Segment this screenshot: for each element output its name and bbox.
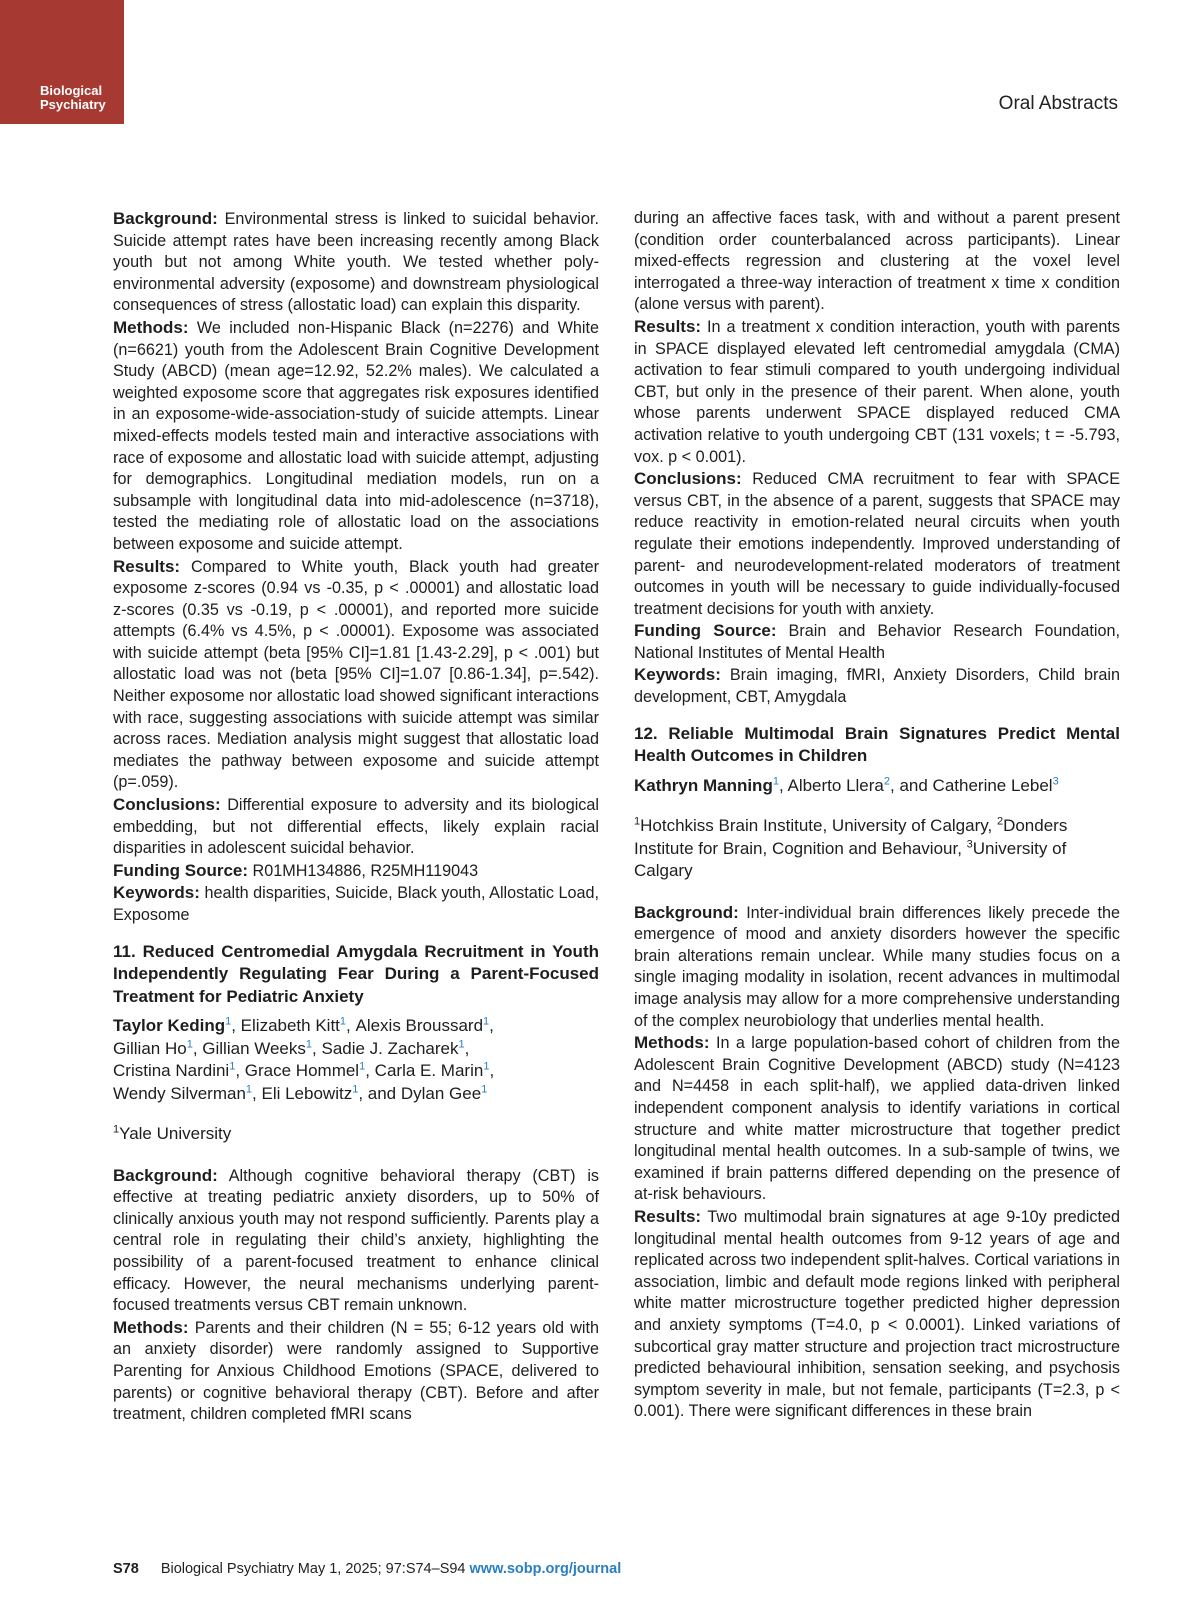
logo-line-2: Psychiatry [40,97,106,112]
abstract-12-background: Background: Inter-individual brain differences likely precede the emergence of mood and anxiety disorders however the specific brain alterations remain unclear. While many studies focus on a single imaging modality in isolation, recent advances in multimodal image analysis may allow for a more comprehensive understanding of the complex neurobiology that underlies mental health. [634,902,1120,1030]
abstract-12-title: 12. Reliable Multimodal Brain Signatures Predict Mental Health Outcomes in Children [634,723,1120,766]
left-column [113,208,599,1426]
author: Cristina Nardini$^1$, [113,1060,245,1081]
abstract-11-methods: Methods: Parents and their children (N = 55; 6-12 years old with an anxiety disorder) were randomly assigned to Supportive Parenting for Anxious Childhood Emotions (SPACE, delivered to parents) or cognitive behavioral therapy (CBT). Before and after treatment, children completed fMRI scans [113,1317,600,1424]
journal-logo-text [40,84,106,112]
section-title: Oral Abstracts [998,93,1118,114]
abstract-11-results: Results: In a treatment x condition interaction, youth with parents in SPACE displayed elevated left centromedial amygdala (CMA) activation to fear stimuli compared to youth undergoing individual CBT, but only in the presence of their parent. When alone, youth whose parents underwent SPACE displayed reduced CMA activation relative to youth undergoing CBT (131 voxels; t = -5.793, vox. p < 0.001). [634,316,1121,466]
abstract-11-conclusions: Conclusions: Reduced CMA recruitment to fear with SPACE versus CBT, in the absence of a parent, suggests that SPACE may reduce reactivity in emotion-related neural circuits when youth regulate their emotions independently. Improved understanding of parent- and neurodevelopment-related moderators of treatment outcomes in youth will be necessary to guide individually-focused treatment decisions for youth with anxiety. [634,469,1120,618]
author: Carla E. Marin$^1$, [374,1060,495,1081]
prev-methods: Methods: We included non-Hispanic Black (n=2276) and White (n=6621) youth from the Adolescent Brain Cognitive Development Study (ABCD) (mean age=12.92, 52.2% males). We calculated a weighted exposome score that aggregates risk exposures identified in an exposome-wide-association-study of suicide attempts. Linear mixed-effects models tested main and interactive associations with race of exposome and allostatic load with suicide attempt, adjusting for demographics. Longitudinal mediation models, run on a subsample with longitudinal data into mid-adolescence (n=3718), tested the mediating role of allostatic load on the associations between exposome and suicide attempt. [113,317,600,553]
prev-conclusions: Conclusions: Differential exposure to adversity and its biological embedding, but not differential effects, likely explain racial disparities in adolescent suicidal behavior. [113,795,599,858]
abstract-11-methods-continued: during an affective faces task, with and without a parent present (condition order counterbalanced across participants). Linear mixed-effects regression and clustering at the voxel level interrogated a three-way interaction of treatment x time x condition (alone versus with parent). [634,209,1120,314]
abstract-12-authors [634,775,1120,798]
abstract-12-affiliations: $^1$Hotchkiss Brain Institute, University of Calgary, $^2$Donders Institute for Brain, Cognition and Behaviour, $^3$University of Calgary [634,815,1068,881]
author: Gillian Weeks$^1$, [202,1037,322,1058]
page-footer [113,1561,621,1577]
author: Alberto Llera$^2$, and [787,775,933,795]
abstract-11-affiliation: $^1$Yale University [113,1123,232,1144]
author: Sadie J. Zacharek$^1$, [321,1037,470,1058]
prev-background: Background: Environmental stress is linked to suicidal behavior. Suicide attempt rates have been increasing recently among Black youth but not among White youth. We tested whether poly-environmental adversity (exposome) and downstream physiological consequences of stress (allostatic load) can explain this disparity. [113,209,599,315]
author: Catherine Lebel$^3$ [932,775,1059,795]
author: Dylan Gee$^1$ [400,1082,488,1103]
logo-line-1: Biological [40,83,103,98]
abstract-11-title: 11. Reduced Centromedial Amygdala Recruitment in Youth Independently Regulating Fear During a Parent-Focused Treatment for Pediatric Anxiety [113,941,599,1006]
abstract-11-authors [113,1015,599,1105]
abstract-12-methods: Methods: In a large population-based cohort of children from the Adolescent Brain Cognitive Development (ABCD) study (N=4123 and N=4458 in each split-half), we applied data-driven linked independent component analysis to identify variations in cortical structure and white matter microstructure that together predict longitudinal mental health outcomes. In a sub-sample of twins, we examined if brain patterns differed depending on the presence of at-risk behaviours. [634,1033,1120,1204]
right-column [634,208,1120,1423]
author: Elizabeth Kitt$^1$, [240,1015,356,1036]
author: Alexis Broussard$^1$, [355,1015,494,1036]
abstract-11-background: Background: Although cognitive behavioral therapy (CBT) is effective at treating pediatric anxiety disorders, up to 50% of clinically anxious youth may not respond sufficiently. Parents play a central role in regulating their child’s anxiety, highlighting the possibility of a parent-focused treatment to enhance clinical efficacy. However, the neural mechanisms underlying parent-focused treatments versus CBT remain unknown. [113,1165,600,1315]
journal-citation: Biological Psychiatry May 1, 2025; 97:S74–S94 [160,1561,466,1577]
journal-link[interactable]: www.sobp.org/journal [469,1561,622,1577]
abstract-12-results: Results: Two multimodal brain signatures at age 9-10y predicted longitudinal mental health outcomes from 9-12 years of age and replicated across two independent split-halves. Cortical variations in association, limbic and default mode regions linked with peripheral white matter microstructure together predicted higher depression and anxiety symptoms (T=4.0, p < 0.0001). Linked variations of subcortical gray matter structure and projection tract microstructure predicted behavioural inhibition, sensation seeking, and psychosis symptom severity in male, but not female, participants (T=2.3, p < 0.001). There were significant differences in these brain [634,1206,1120,1421]
author: Wendy Silverman$^1$, [113,1082,262,1103]
abstract-11-funding: Funding Source: Brain and Behavior Research Foundation, National Institutes of Mental Health [634,621,1120,662]
abstract-11-keywords: Keywords: Brain imaging, fMRI, Anxiety Disorders, Child brain development, CBT, Amygdala [634,665,1120,707]
prev-keywords: Keywords: health disparities, Suicide, Black youth, Allostatic Load, Exposome [113,883,599,924]
author: Kathryn Manning$^1$, [634,775,788,795]
page-number: S78 [113,1561,139,1577]
author: Gillian Ho$^1$, [113,1037,203,1058]
author: Eli Lebowitz$^1$, and [261,1082,401,1103]
prev-funding: Funding Source: R01MH134886, R25MH119043 [113,860,479,880]
author: Taylor Keding$^1$, [113,1015,241,1036]
prev-results: Results: Compared to White youth, Black youth had greater exposome z-scores (0.94 vs -0.35, p < .00001) and allostatic load z-scores (0.35 vs -0.19, p < .00001), and reported more suicide attempts (6.4% vs 4.5%, p < .00001). Exposome was associated with suicide attempt (beta [95% CI]=1.81 [1.43-2.29], p < .001) but allostatic load was not (beta [95% CI]=1.07 [0.86-1.34], p=.542). Neither exposome nor allostatic load showed significant interactions with race, suggesting associations with suicide attempt was similar across races. Mediation analysis might suggest that allostatic load mediates the pathway between exposome and suicide attempt (p=.059). [113,556,600,792]
author: Grace Hommel$^1$, [244,1060,375,1081]
previous-abstract-tail [113,208,599,927]
